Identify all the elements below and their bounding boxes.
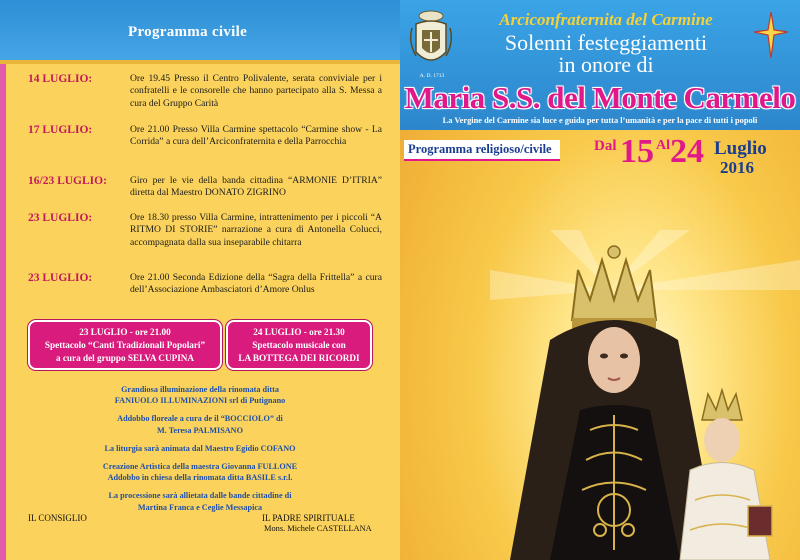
decorative-stripe: [0, 64, 6, 560]
credit-line: M. Teresa PALMISANO: [157, 425, 243, 435]
dedication-subtitle: La Vergine del Carmine sia luce e guida per tutta l’umanità e per la pace di tutti i popoli: [442, 116, 758, 125]
credit-line: La processione sarà allietata dalle bande cittadine di: [108, 491, 292, 501]
event-box-bottega: [226, 320, 372, 370]
program-label: Programma religioso/civile: [404, 140, 560, 161]
civil-program-title: Programma civile: [128, 24, 248, 40]
event-box-line: 23 LUGLIO - ore 21.00: [79, 327, 171, 337]
cover-panel: [400, 0, 800, 560]
credit-line: FANIUOLO ILLUMINAZIONI srl di Putignano: [114, 396, 286, 406]
event-description: Ore 21.00 Seconda Edizione della “Sagra della Frittella” a cura dell’Associazione Ambasciatori d’Amore Onlus: [130, 272, 382, 296]
confraternity-name: Arciconfraternita del Carmine: [499, 10, 713, 29]
celebration-heading: Solenni festeggiamenti: [504, 30, 708, 55]
date-from-label: Dal: [594, 138, 617, 154]
credit-note: [60, 384, 340, 406]
confraternity-seal-icon: [408, 8, 454, 74]
event-date: 23 LUGLIO:: [28, 272, 93, 284]
seal-year: A. D. 1713: [419, 73, 445, 79]
event-box-canti: [28, 320, 222, 370]
credit-line: Addobbo in chiesa della rinomata ditta BASILE s.r.l.: [107, 473, 293, 483]
signature-council: IL CONSIGLIO: [28, 513, 87, 523]
event-box-line: LA BOTTEGA DEI RICORDI: [238, 353, 360, 363]
credit-line: Creazione Artistica della maestra Giovanna FULLONE: [102, 462, 298, 472]
event-date: 17 LUGLIO:: [28, 124, 93, 136]
start-day: 15: [620, 133, 654, 170]
credit-line: Martina Franca e Ceglie Messapica: [137, 502, 263, 512]
header-gold-band: [0, 60, 400, 64]
event-box-line: Spettacolo “Canti Tradizionali Popolari”: [44, 340, 206, 350]
main-title: Maria S.S. del Monte Carmelo: [404, 80, 796, 115]
event-box-line: 24 LUGLIO - ore 21.30: [253, 327, 345, 337]
credit-note: [60, 413, 340, 435]
month-label: Luglio: [714, 138, 767, 159]
event-description: Ore 21.00 Presso Villa Carmine spettacolo “Carmine show - La Corrida” a cura dell’Arciconfraternita e della Parrocchia: [130, 124, 382, 148]
signature-spiritual-father: IL PADRE SPIRITUALE: [262, 513, 355, 523]
credit-line: Grandiosa illuminazione della rinomata ditta: [121, 385, 279, 394]
credit-note: [60, 443, 340, 454]
year-label: 2016: [720, 158, 754, 177]
credits-list: [60, 384, 340, 520]
credit-line: Addobbo floreale a cura de il “BOCCIOLO” di: [117, 414, 283, 424]
madonna-statue-illustration: [490, 230, 800, 560]
event-date: 14 LUGLIO:: [28, 73, 93, 85]
event-description: Ore 19.45 Presso il Centro Polivalente, serata conviviale per i confratelli e le consorelle che hanno partecipato alla S. Messa a cura del Gruppo Carità: [130, 73, 382, 109]
end-day: 24: [670, 133, 704, 170]
star-icon: [754, 12, 788, 58]
date-to-label: Al: [656, 138, 670, 153]
signature-spiritual-father-name: Mons. Michele CASTELLANA: [264, 524, 372, 533]
event-date: 16/23 LUGLIO:: [28, 175, 107, 187]
credit-line: La liturgia sarà animata dal Maestro Egidio COFANO: [104, 443, 296, 453]
event-box-line: Spettacolo musicale con: [252, 340, 346, 350]
credit-note: [60, 490, 340, 512]
celebration-subheading: in onore di: [558, 52, 654, 77]
event-box-line: a cura del gruppo SELVA CUPINA: [55, 353, 195, 363]
event-description: Giro per le vie della banda cittadina “ARMONIE D’ITRIA” diretta dal Maestro DONATO ZIGRINO: [130, 175, 382, 199]
event-description: Ore 18.30 presso Villa Carmine, intrattenimento per i piccoli “A RITMO DI STORIE” narrazione a cura di Antonella Colucci, accompagnata dalla sua inseparabile chitarra: [130, 212, 382, 248]
event-date: 23 LUGLIO:: [28, 212, 93, 224]
credit-note: [60, 461, 340, 483]
